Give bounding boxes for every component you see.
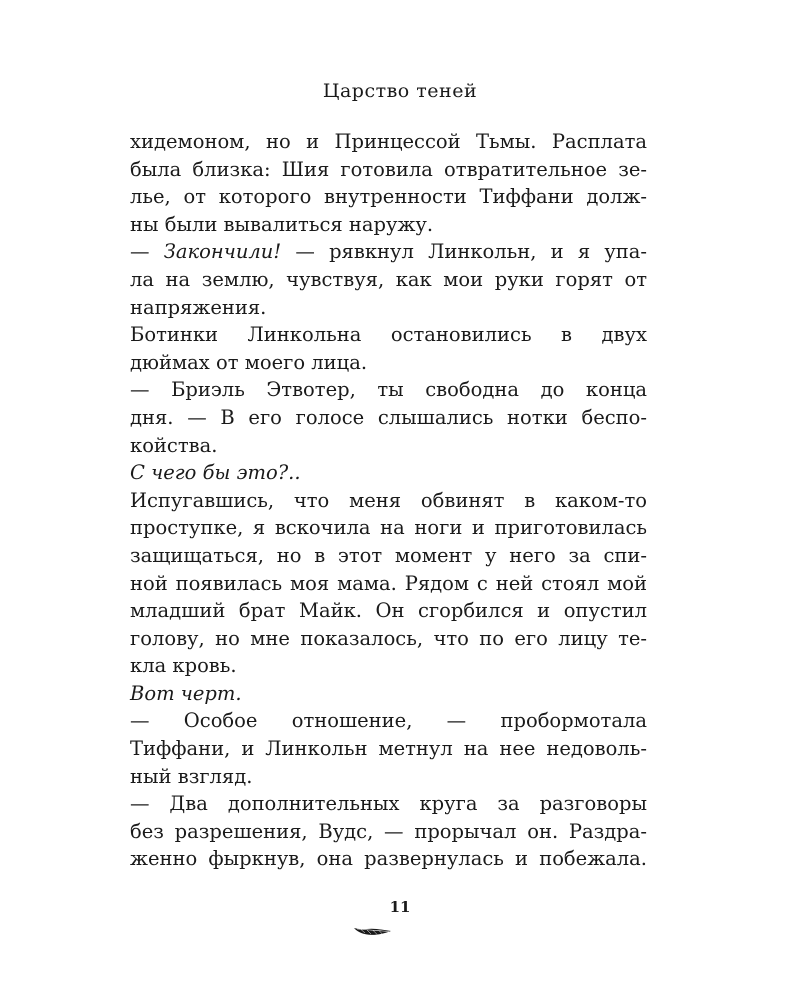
text-line: напряжения.	[130, 295, 267, 319]
text-line: дня. — В его голосе слышались нотки беспо-	[130, 405, 647, 429]
text-line: ны были вывалиться наружу.	[130, 212, 434, 236]
text-line: — Бриэль Этвотер, ты свободна до конца	[130, 378, 647, 402]
text-line: защищаться, но в этот момент у него за спи-	[130, 543, 647, 567]
text-line: ла на землю, чувствуя, как мои руки горят от	[130, 267, 647, 291]
text-line: ный взгляд.	[130, 764, 253, 788]
text-line: кла кровь.	[130, 654, 237, 678]
feather-icon	[353, 922, 393, 938]
text-line: ной появилась моя мама. Рядом с ней стоял мой	[130, 571, 647, 595]
running-head: Царство теней	[322, 80, 478, 102]
text-line: Ботинки Линкольна остановились в двух	[130, 323, 647, 347]
page-number: 11	[389, 898, 411, 916]
text-line: — Особое отношение, — пробормотала	[130, 709, 647, 733]
text-line-italic: Вот черт.	[130, 681, 242, 705]
text-line: — Два дополнительных круга за разговоры	[130, 792, 647, 816]
body-text	[130, 128, 647, 873]
text-line: голову, но мне показалось, что по его лицу те-	[130, 626, 647, 650]
text-line: койства.	[130, 433, 218, 457]
text-line: проступке, я вскочила на ноги и приготовилась	[130, 516, 647, 540]
text-line: без разрешения, Вудс, — прорычал он. Раздра-	[130, 819, 647, 843]
text-line: хидемоном, но и Принцессой Тьмы. Расплата	[130, 130, 647, 153]
text-line: лье, от которого внутренности Тиффани долж-	[130, 185, 647, 209]
text-line: была близка: Шия готовила отвратительное зе-	[130, 157, 647, 181]
text-line: дюймах от моего лица.	[130, 350, 368, 374]
text-line: женно фыркнув, она развернулась и побежала.	[130, 847, 647, 871]
text-line: Тиффани, и Линкольн метнул на нее недоволь-	[130, 737, 647, 761]
text-line: младший брат Майк. Он сгорбился и опустил	[130, 599, 647, 623]
text-line-italic: С чего бы это?..	[130, 461, 301, 485]
text-line: Испугавшись, что меня обвинят в каком-то	[130, 488, 647, 512]
text-line: — Закончили! — рявкнул Линкольн, и я упа-	[130, 240, 647, 264]
